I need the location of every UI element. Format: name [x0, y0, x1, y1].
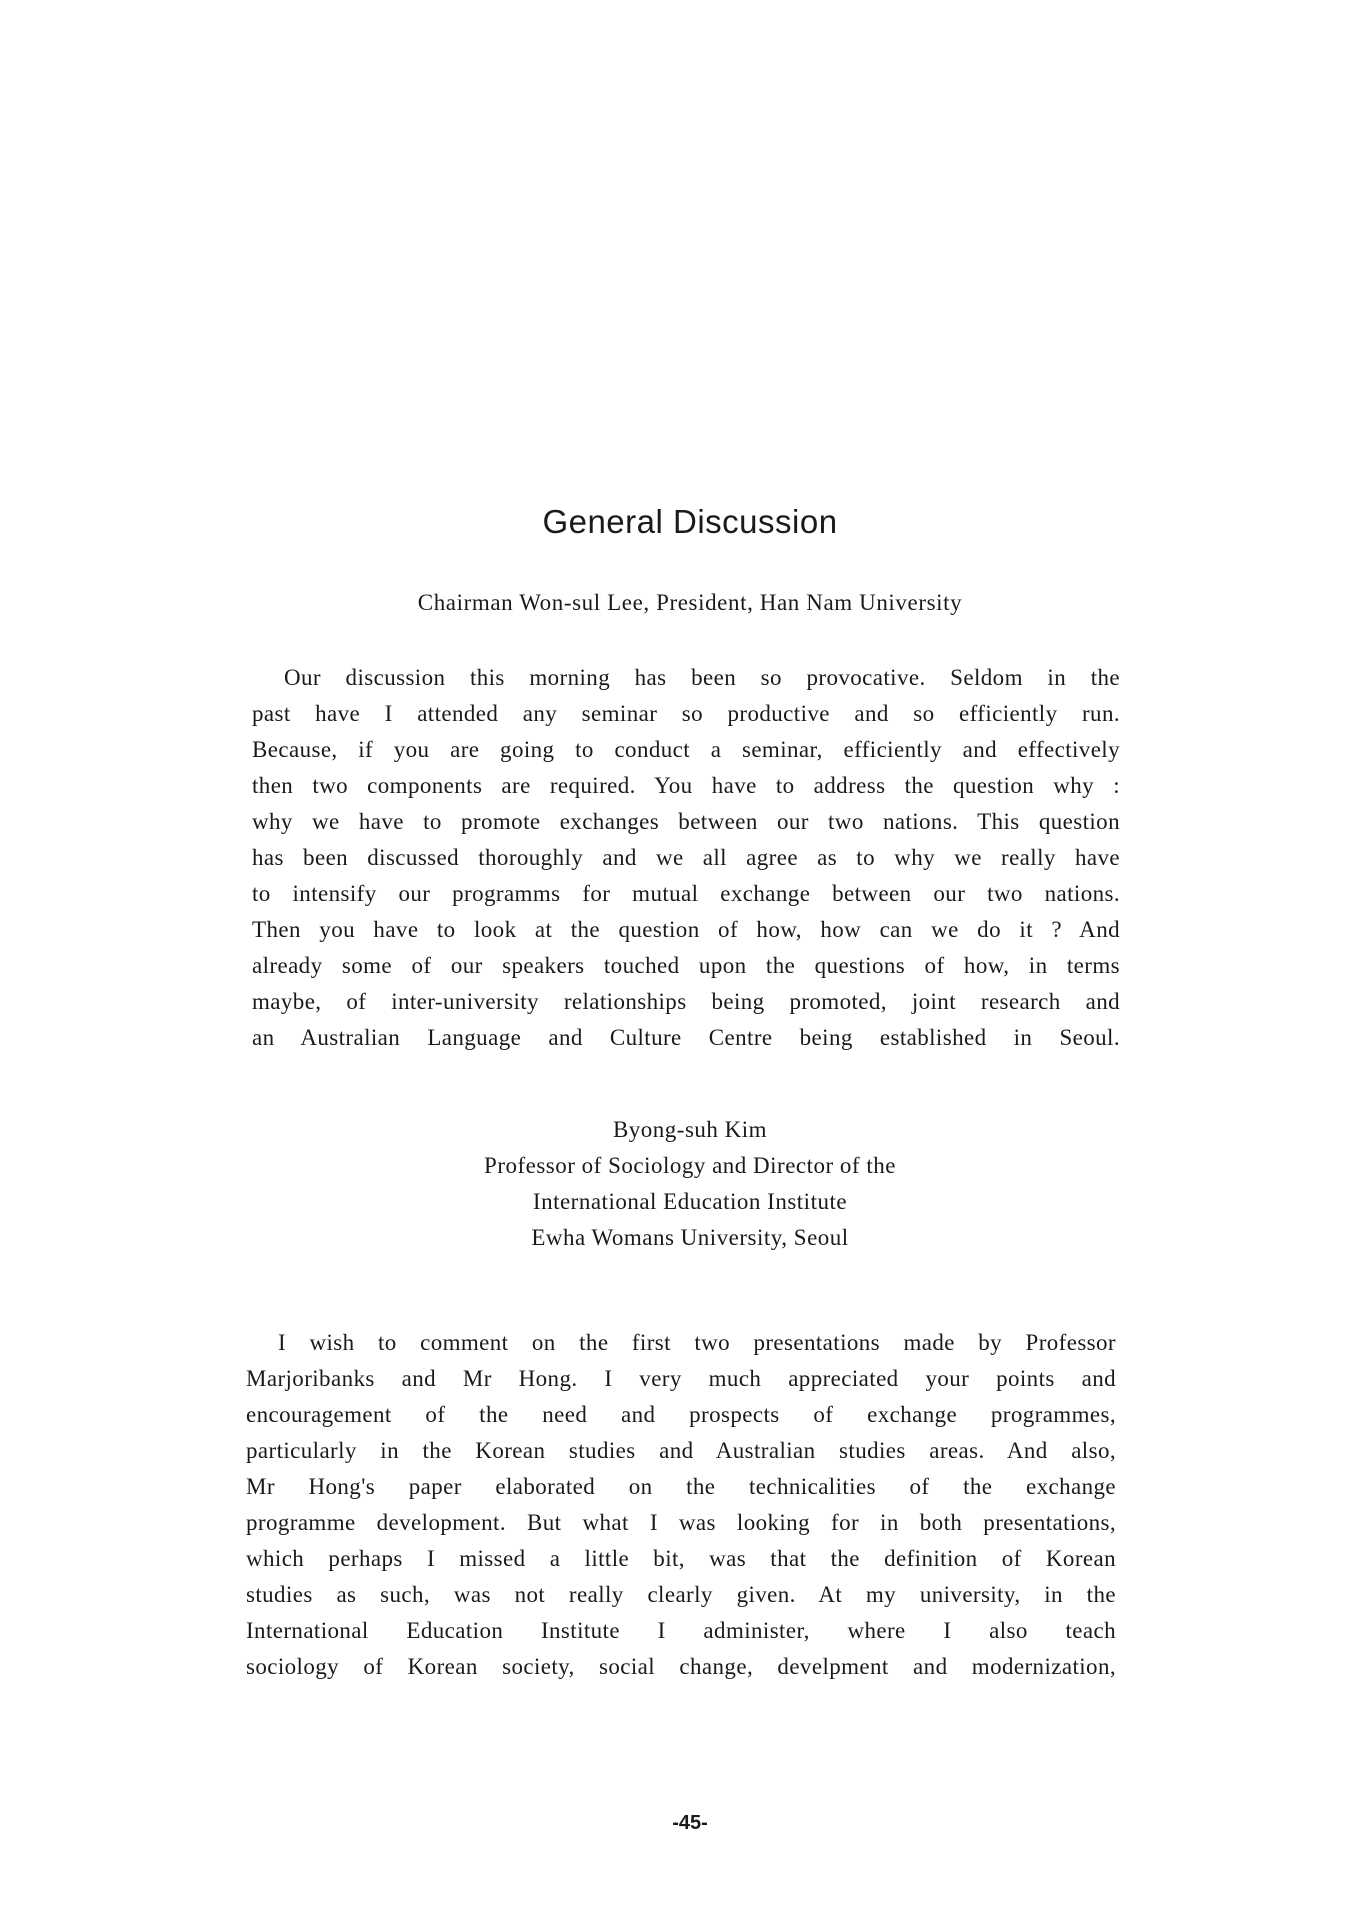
- paragraph-line: past have I attended any seminar so productive and so efficiently run.: [252, 701, 1120, 726]
- paragraph-line: which perhaps I missed a little bit, was that the definition of Korean: [246, 1546, 1116, 1571]
- speaker-title-line: Professor of Sociology and Director of the: [484, 1153, 896, 1178]
- paragraph-line: I wish to comment on the first two presentations made by Professor: [278, 1330, 1116, 1355]
- speaker-byline: [0, 1112, 1357, 1256]
- paragraph-line: then two components are required. You have to address the question why :: [252, 773, 1120, 798]
- paragraph-line: studies as such, was not really clearly given. At my university, in the: [246, 1582, 1116, 1607]
- paragraph-line: already some of our speakers touched upon the questions of how, in terms: [252, 953, 1120, 978]
- paragraph-line: International Education Institute I administer, where I also teach: [246, 1618, 1116, 1643]
- paragraph-line: Then you have to look at the question of how, how can we do it ? And: [252, 917, 1120, 942]
- paragraph-line: particularly in the Korean studies and Australian studies areas. And also,: [246, 1438, 1116, 1463]
- paragraph-line: maybe, of inter-university relationships being promoted, joint research and: [252, 989, 1120, 1014]
- paragraph-line: an Australian Language and Culture Centre being established in Seoul.: [252, 1025, 1120, 1050]
- paragraph-line: sociology of Korean society, social change, develpment and modernization,: [246, 1654, 1116, 1679]
- chairman-line: Chairman Won-sul Lee, President, Han Nam University: [417, 590, 963, 615]
- paragraph-line: why we have to promote exchanges between our two nations. This question: [252, 809, 1120, 834]
- paragraph-line: Mr Hong's paper elaborated on the technicalities of the exchange: [246, 1474, 1116, 1499]
- page-number: -45-: [672, 1812, 708, 1834]
- paragraph-line: encouragement of the need and prospects of exchange programmes,: [246, 1402, 1116, 1427]
- paragraph-line: has been discussed thoroughly and we all agree as to why we really have: [252, 845, 1120, 870]
- chairman-remarks-paragraph: [252, 660, 1120, 1056]
- paragraph-line: programme development. But what I was looking for in both presentations,: [246, 1510, 1116, 1535]
- paragraph-line: Our discussion this morning has been so provocative. Seldom in the: [284, 665, 1120, 690]
- paragraph-line: to intensify our programms for mutual exchange between our two nations.: [252, 881, 1120, 906]
- speaker-title-line: International Education Institute: [532, 1189, 848, 1214]
- page-title: General Discussion: [542, 503, 838, 540]
- speaker-remarks-paragraph: [246, 1325, 1116, 1685]
- paragraph-line: Because, if you are going to conduct a seminar, efficiently and effectively: [252, 737, 1120, 762]
- speaker-name: Byong-suh Kim: [612, 1117, 768, 1142]
- speaker-affiliation: Ewha Womans University, Seoul: [531, 1225, 849, 1250]
- paragraph-line: Marjoribanks and Mr Hong. I very much appreciated your points and: [246, 1366, 1116, 1391]
